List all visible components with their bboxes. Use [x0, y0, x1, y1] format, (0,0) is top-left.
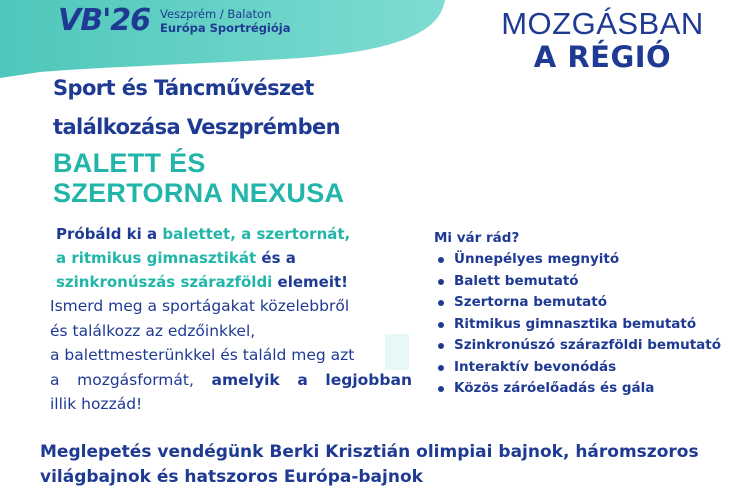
body-text	[50, 294, 412, 417]
body-line5: illik hozzád!	[50, 395, 143, 413]
promo-p6: elemeit!	[272, 273, 348, 291]
logo-line2: Európa Sportrégiója	[160, 21, 291, 35]
bullet-icon	[438, 300, 444, 306]
guest-line2: világbajnok és hatszoros Európa-bajnok	[40, 467, 423, 487]
promo-p5: szinkronúszás szárazföldi	[56, 273, 273, 291]
body-word: a	[50, 370, 60, 389]
bullet-icon	[438, 322, 444, 328]
body-line3: a balettmesterünkkel és találd meg azt	[50, 346, 355, 364]
bullet-icon	[438, 365, 444, 371]
body-line2: és találkozz az edzőinkkel,	[50, 321, 256, 340]
body-line1: Ismerd meg a sportágakat közelebbről	[50, 297, 350, 315]
hero-line1: MOZGÁSBAN	[501, 6, 704, 41]
body-word-bold: legjobban	[325, 370, 412, 389]
program-item: Közös záróelőadás és gála	[434, 378, 721, 400]
logo-mark: VB'26	[58, 3, 151, 38]
logo-line1: Veszprém / Balaton	[160, 7, 272, 21]
body-word-bold: a	[297, 370, 308, 389]
program-item: Interaktív bevonódás	[434, 357, 721, 379]
program-item: Balett bemutató	[434, 271, 721, 293]
program-item: Szinkronúszó szárazföldi bemutató	[434, 335, 721, 357]
promo-p4: és a	[256, 249, 296, 267]
promo-text	[56, 222, 350, 294]
promo-p3: a ritmikus gimnasztikát	[56, 249, 257, 267]
body-word: mozgásformát,	[77, 370, 194, 389]
promo-p1: Próbáld ki a	[56, 225, 163, 243]
hero-line2: A RÉGIÓ	[533, 40, 672, 74]
bullet-icon	[438, 257, 444, 263]
subtitle-line1: BALETT ÉS	[53, 148, 206, 178]
program-heading: Mi vár rád?	[434, 230, 520, 246]
title-line1: Sport és Táncművészet	[53, 76, 314, 100]
guest-line1: Meglepetés vendégünk Berki Krisztián olimpiai bajnok, háromszoros	[40, 442, 699, 462]
bullet-icon	[438, 343, 444, 349]
vb26-logo	[58, 4, 290, 38]
title-line2: találkozása Veszprémben	[53, 115, 340, 139]
guest-announcement	[40, 440, 740, 490]
program-item: Ünnepélyes megnyitó	[434, 249, 721, 271]
bullet-icon	[438, 279, 444, 285]
body-line4	[50, 368, 412, 393]
program-item: Szertorna bemutató	[434, 292, 721, 314]
promo-p2: balettet, a szertornát,	[162, 225, 351, 243]
logo-caption	[160, 7, 290, 35]
body-word-bold: amelyik	[211, 370, 280, 389]
program-list	[434, 228, 721, 400]
program-item: Ritmikus gimnasztika bemutató	[434, 314, 721, 336]
subtitle-line2: SZERTORNA NEXUSA	[53, 178, 345, 208]
bullet-icon	[438, 386, 444, 392]
